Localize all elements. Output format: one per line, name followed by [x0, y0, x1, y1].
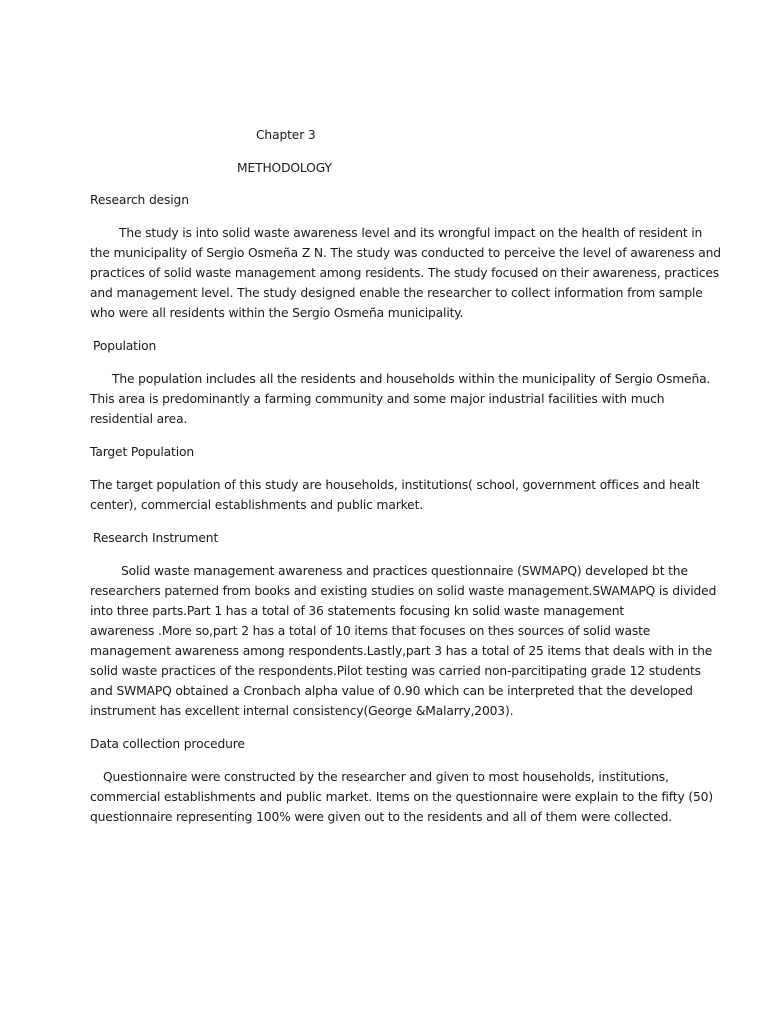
population-heading: Population	[93, 339, 157, 353]
research-instrument-heading: Research Instrument	[93, 531, 219, 545]
research-design-line: the municipality of Sergio Osmeña Z N. The study was conducted to perceive the level of awareness and	[90, 246, 721, 260]
research-instrument-line: solid waste practices of the respondents.Pilot testing was carried non-parcitipating grade 12 students	[90, 664, 701, 678]
research-instrument-line: researchers paterned from books and existing studies on solid waste management.SWAMAPQ is divided	[90, 584, 717, 598]
data-collection-line: commercial establishments and public market. Items on the questionnaire were explain to the fifty (50)	[90, 790, 713, 804]
data-collection-heading: Data collection procedure	[90, 737, 245, 751]
target-population-line: center), commercial establishments and public market.	[90, 498, 424, 512]
research-instrument-line: and SWMAPQ obtained a Cronbach alpha value of 0.90 which can be interpreted that the developed	[90, 684, 693, 698]
research-design-line: The study is into solid waste awareness level and its wrongful impact on the health of resident in	[119, 226, 703, 240]
research-design-heading: Research design	[90, 193, 189, 207]
population-line: The population includes all the residents and households within the municipality of Sergio Osmeña.	[112, 372, 711, 386]
data-collection-line: questionnaire representing 100% were given out to the residents and all of them were collected.	[90, 810, 673, 824]
chapter-title: METHODOLOGY	[237, 161, 332, 175]
research-design-line: practices of solid waste management among residents. The study focused on their awareness, practices	[90, 266, 720, 280]
research-design-line: who were all residents within the Sergio Osmeña municipality.	[90, 306, 464, 320]
research-instrument-line: instrument has excellent internal consistency(George &Malarry,2003).	[90, 704, 514, 718]
chapter-label: Chapter 3	[256, 128, 316, 142]
target-population-line: The target population of this study are households, institutions( school, government offices and healt	[90, 478, 700, 492]
research-design-line: and management level. The study designed enable the researcher to collect information from sample	[90, 286, 703, 300]
research-instrument-line: awareness .More so,part 2 has a total of 10 items that focuses on thes sources of solid waste	[90, 624, 651, 638]
research-instrument-line: management awareness among respondents.Lastly,part 3 has a total of 25 items that deals with in the	[90, 644, 713, 658]
data-collection-line: Questionnaire were constructed by the researcher and given to most households, institutions,	[103, 770, 669, 784]
research-instrument-line: Solid waste management awareness and practices questionnaire (SWMAPQ) developed bt the	[121, 564, 688, 578]
population-line: residential area.	[90, 412, 188, 426]
research-instrument-line: into three parts.Part 1 has a total of 36 statements focusing kn solid waste management	[90, 604, 625, 618]
target-population-heading: Target Population	[90, 445, 195, 459]
population-line: This area is predominantly a farming community and some major industrial facilities with much	[90, 392, 665, 406]
